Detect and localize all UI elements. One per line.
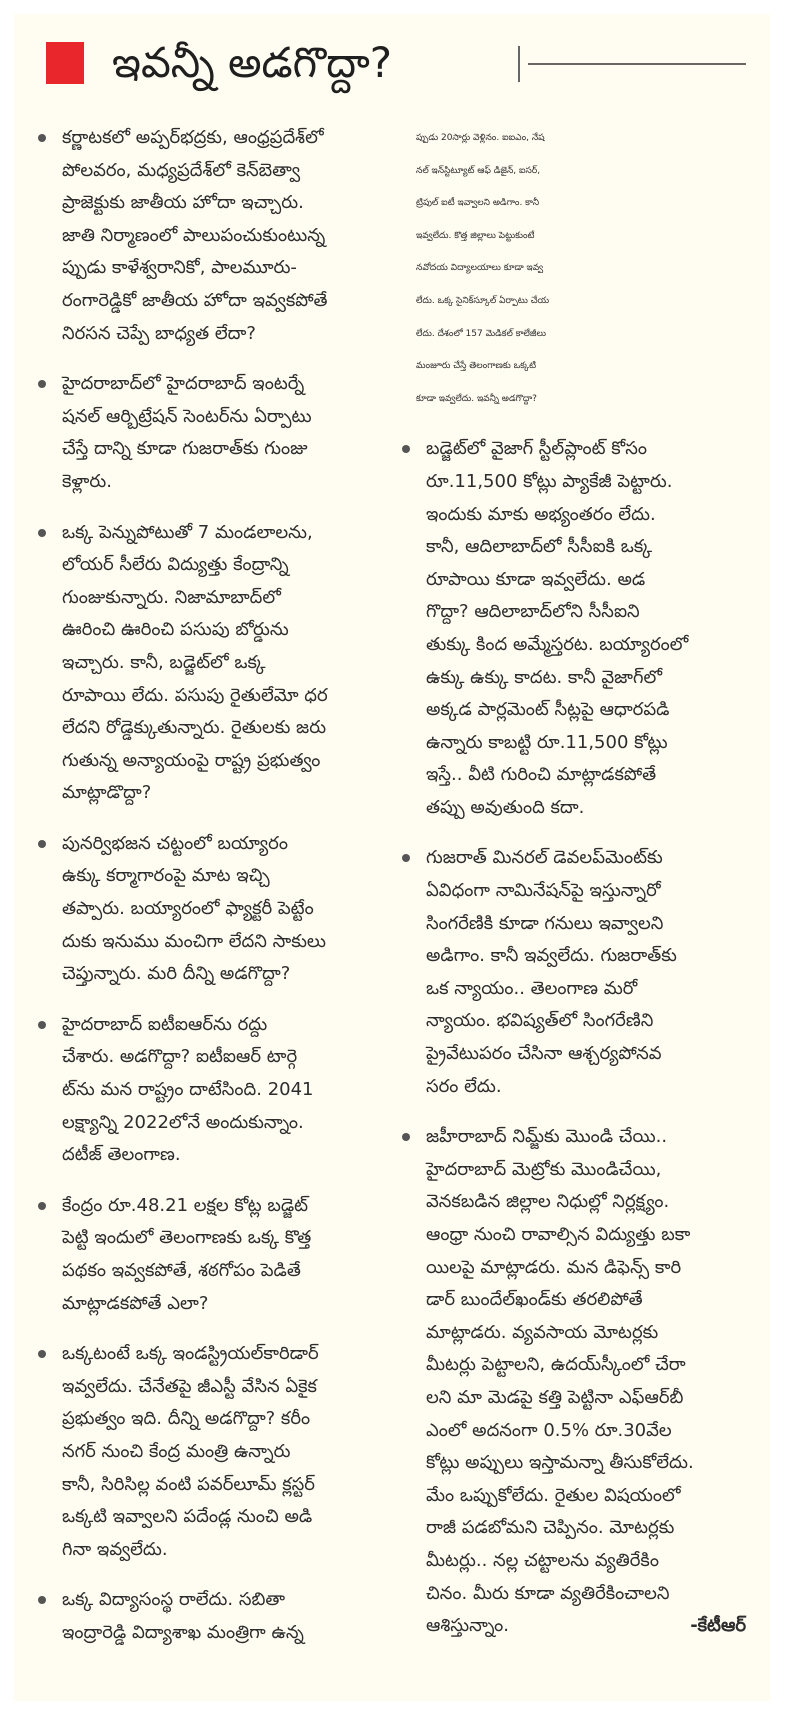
text-line: ఊరించి ఊరించి పసుపు బోర్డును xyxy=(62,619,289,641)
text-line: హైదరాబాద్‌లో హైదరాబాద్ ఇంటర్నే xyxy=(62,373,305,395)
text-line: కెళ్లారు. xyxy=(62,470,112,492)
text-line: రాజీ పడబోమని చెప్పినం. మోటర్లకు xyxy=(426,1517,675,1539)
text-line: ఏవిధంగా నామినేషన్‌పై ఇస్తున్నారో xyxy=(426,880,661,902)
bullet-paragraph xyxy=(34,122,386,350)
text-line: యిలపై మాట్లాడరు. మన డిఫెన్స్ కారి xyxy=(426,1256,682,1278)
text-line: షనల్ ఆర్బిట్రేషన్ సెంటర్‌ను ఏర్పాటు xyxy=(62,405,312,427)
text-line: నిరసన చెప్పే బాధ్యత లేదా? xyxy=(62,322,256,344)
bullet-icon xyxy=(38,1350,46,1358)
text-line: చేశారు. అడగొద్దా? ఐటీఐఆర్ టార్గె xyxy=(62,1046,298,1068)
bullet-icon xyxy=(38,134,46,142)
text-line: గినా ఇవ్వలేదు. xyxy=(62,1538,168,1560)
text-line: రూ.11,500 కోట్లు ప్యాకేజీ పెట్టారు. xyxy=(426,470,673,492)
text-line: పథకం ఇవ్వకపోతే, శఠగోపం పెడితే xyxy=(62,1260,301,1281)
text-line: సింగరేణికి కూడా గనులు ఇవ్వాలని xyxy=(426,912,664,934)
bullet-icon xyxy=(38,1202,46,1210)
text-line: గొద్దా? ఆదిలాబాద్‌లోని సీసీఐని xyxy=(426,601,640,623)
text-line: మీటర్లు పెట్టాలని, ఉదయ్‌స్కీంలో చేరా xyxy=(426,1354,686,1376)
bullet-icon xyxy=(402,445,410,453)
text-line: అడిగాం. కానీ ఇవ్వలేదు. గుజరాత్‌కు xyxy=(426,945,677,967)
text-line: హైదరాబాద్ మెట్రోకు మొండిచేయి, xyxy=(426,1158,662,1180)
left-column xyxy=(34,122,386,1668)
title-rule xyxy=(528,63,746,65)
text-line: రూపాయి కూడా ఇవ్వలేదు. అడ xyxy=(426,568,646,590)
text-line: గుంజుకున్నారు. నిజామాబాద్‌లో xyxy=(62,586,281,608)
text-line: ఉక్కు ఉక్కు కాదట. కానీ వైజాగ్‌లో xyxy=(426,666,662,688)
text-line: దటీజ్ తెలంగాణ. xyxy=(62,1144,181,1166)
text-line: ట్రిపుల్ ఐటీ ఇవ్వాలని అడిగాం. కానీ xyxy=(416,198,540,209)
text-line: చినం. మీరు కూడా వ్యతిరేకించాలని xyxy=(426,1582,670,1604)
bullet-icon xyxy=(38,1596,46,1604)
text-line: మీటర్లు.. నల్ల చట్టాలను వ్యతిరేకిం xyxy=(426,1549,659,1571)
text-line: హైదరాబాద్ ఐటీఐఆర్‌ను రద్దు xyxy=(62,1013,268,1035)
bullet-icon xyxy=(38,840,46,848)
bullet-paragraph xyxy=(34,1338,386,1566)
text-line: అక్కడ పార్లమెంట్ సీట్లపై ఆధారపడి xyxy=(426,699,670,721)
text-line: ఉన్నారు కాబట్టి రూ.11,500 కోట్లు xyxy=(426,731,668,753)
text-line: రంగారెడ్డికో జాతీయ హోదా ఇవ్వకపోతే xyxy=(62,289,328,311)
text-line: ప్పుడు 20సార్లు వెళ్లినం. ఐఐఎం, నేష xyxy=(416,133,545,143)
text-line: కేంద్రం రూ.48.21 లక్షల కోట్ల బడ్జెట్ xyxy=(62,1194,309,1216)
text-line: జాతి నిర్మాణంలో పాలుపంచుకుంటున్న xyxy=(62,224,326,246)
text-line: వెనకబడిన జిల్లాల నిధుల్లో నిర్లక్ష్యం. xyxy=(426,1191,670,1213)
text-line: తుక్కు కింద అమ్మేస్తరట. బయ్యారంలో xyxy=(426,633,689,655)
bullet-icon xyxy=(38,529,46,537)
text-line: ప్పుడు కాళేశ్వరానికో, పాలమూరు- xyxy=(62,257,297,279)
text-line: పెట్టి ఇందులో తెలంగాణకు ఒక్క కొత్త xyxy=(62,1227,312,1249)
text-line: న్యాయం. భవిష్యత్‌లో సింగరేణిని xyxy=(426,1010,654,1032)
bullet-icon xyxy=(38,380,46,388)
bullet-paragraph xyxy=(34,368,386,498)
text-line: ఆంధ్రా నుంచి రావాల్సిన విద్యుత్తు బకా xyxy=(426,1224,691,1245)
text-line: మాట్లాడకపోతే ఎలా? xyxy=(62,1292,209,1314)
red-marker-box xyxy=(46,42,84,84)
text-line: ఒక్కటంటే ఒక్క ఇండస్ట్రియల్‌కారిడార్ xyxy=(62,1343,319,1365)
text-line: చేస్తే దాన్ని కూడా గుజరాత్‌కు గుంజు xyxy=(62,438,308,460)
text-line: నవోదయ విద్యాలయాలు కూడా ఇవ్వ xyxy=(416,263,544,274)
text-line: ప్రభుత్వం ఇది. దీన్ని అడగొద్దా? కరీం xyxy=(62,1408,311,1430)
text-line: లేదు. దేశంలో 157 మెడికల్ కాలేజీలు xyxy=(416,328,546,339)
text-line: ట్‌ను మన రాష్ట్రం దాటేసింది. 2041 xyxy=(62,1079,314,1101)
text-line: పోలవరం, మధ్యప్రదేశ్‌లో కెన్‌బెత్వా xyxy=(62,159,301,181)
text-line: ఇంద్రారెడ్డి విద్యాశాఖ మంత్రిగా ఉన్న xyxy=(62,1621,304,1643)
text-line: జహీరాబాద్ నిమ్జ్‌కు మొండి చేయి.. xyxy=(426,1126,668,1148)
text-line: ఇవ్వలేదు. చేనేతపై జీఎస్టీ వేసిన ఏకైక xyxy=(62,1375,317,1397)
title-divider xyxy=(518,46,520,82)
text-line: బడ్జెట్‌లో వైజాగ్ స్టీల్‌ప్లాంట్ కోసం xyxy=(426,438,647,460)
text-line: చెప్తున్నారు. మరి దీన్ని అడగొద్దా? xyxy=(62,963,291,985)
text-line: లోయర్ సీలేరు విద్యుత్తు కేంద్రాన్ని xyxy=(62,554,289,576)
bullet-paragraph xyxy=(34,1584,386,1649)
bullet-icon xyxy=(402,854,410,862)
text-line: లని మా మెడపై కత్తి పెట్టినా ఎఫ్‌ఆర్‌బీ xyxy=(426,1386,684,1408)
text-line: ఉక్కు కర్మాగారంపై మాట ఇచ్చి xyxy=(62,865,270,887)
text-line: కోట్లు అప్పులు ఇస్తామన్నా తీసుకోలేదు. xyxy=(426,1452,694,1474)
text-line: మాట్లాడొద్దా? xyxy=(62,782,152,804)
newspaper-clipping xyxy=(14,14,770,1701)
article-header xyxy=(34,34,750,96)
bullet-paragraph xyxy=(398,1121,746,1643)
text-line: ఒక న్యాయం.. తెలంగాణ మరో xyxy=(426,977,638,999)
bullet-paragraph xyxy=(34,828,386,991)
text-line: ఆశిస్తున్నాం. -కేటీఆర్ xyxy=(426,1610,746,1643)
bullet-icon xyxy=(402,1133,410,1141)
text-line: మేం ఒప్పుకోలేదు. రైతుల విషయంలో xyxy=(426,1484,681,1506)
text-line: డార్ బుందేల్‌ఖండ్‌కు తరలిపోతే xyxy=(426,1289,643,1311)
continued-paragraph xyxy=(398,122,746,415)
text-line: ప్రైవేటుపరం చేసినా ఆశ్చర్యపోనవ xyxy=(426,1043,662,1065)
text-line: ఇస్తే.. వీటి గురించి మాట్లాడకపోతే xyxy=(426,764,657,786)
text-line: కర్ణాటకలో అప్పర్‌భద్రకు, ఆంధ్రప్రదేశ్‌లో xyxy=(62,127,324,148)
bullet-paragraph xyxy=(34,1009,386,1172)
text-line: పునర్విభజన చట్టంలో బయ్యారం xyxy=(62,832,288,854)
text-line: ఇవ్వలేదు. కొత్త జిల్లాలు పెట్టుకుంటే xyxy=(416,230,535,241)
text-line: దుకు ఇనుము మంచిగా లేదని సాకులు xyxy=(62,930,326,952)
bullet-icon xyxy=(38,1021,46,1029)
bullet-paragraph xyxy=(34,1190,386,1320)
text-line: లేదు. ఒక్క సైనిక్‌స్కూల్ ఏర్పాటు చేయ xyxy=(416,295,550,306)
text-line: నగర్ నుంచి కేంద్ర మంత్రి ఉన్నారు xyxy=(62,1440,291,1462)
article-title: ఇవన్నీ అడగొద్దా? xyxy=(112,38,393,87)
text-line: ఇందుకు మాకు అభ్యంతరం లేదు. xyxy=(426,503,656,525)
text-line: ప్రాజెక్టుకు జాతీయ హోదా ఇచ్చారు. xyxy=(62,192,304,214)
text-line: మంజూరు చేస్తే తెలంగాణకు ఒక్కటి xyxy=(416,361,537,372)
bullet-paragraph xyxy=(34,517,386,810)
text-line: గుజరాత్ మినరల్ డెవలప్‌మెంట్‌కు xyxy=(426,847,663,869)
text-line: మాట్లాడరు. వ్యవసాయ మోటర్లకు xyxy=(426,1321,659,1343)
text-line: ఒక్క విద్యాసంస్థ రాలేదు. సబితా xyxy=(62,1589,286,1611)
text-line: ఒక్కటి ఇవ్వాలని పదేండ్ల నుంచి అడి xyxy=(62,1506,313,1528)
right-column xyxy=(398,122,746,1661)
text-line: కూడా ఇవ్వలేదు. ఇవన్నీ అడగొద్దా? xyxy=(416,393,537,404)
text-line: లక్ష్యాన్ని 2022లోనే అందుకున్నాం. xyxy=(62,1111,304,1133)
text-line: ఒక్క పెన్నుపోటుతో 7 మండలాలను, xyxy=(62,521,313,543)
text-line: తప్పారు. బయ్యారంలో ఫ్యాక్టరీ పెట్టేం xyxy=(62,898,314,920)
author-signature: -కేటీఆర్ xyxy=(690,1615,746,1637)
text-line: గుతున్న అన్యాయంపై రాష్ట్ర ప్రభుత్వం xyxy=(62,749,321,771)
text-line: నల్ ఇన్‌స్టిట్యూట్ ఆఫ్ డిజైన్, ఐసర్, xyxy=(416,165,541,176)
bullet-paragraph xyxy=(398,433,746,824)
text-line: కానీ, సిరిసిల్ల వంటి పవర్‌లూమ్ క్లస్టర్ xyxy=(62,1473,315,1495)
text-line: తప్పు అవుతుంది కదా. xyxy=(426,796,585,818)
bullet-paragraph xyxy=(398,842,746,1103)
text-line: ఎంలో అదనంగా 0.5% రూ.30వేల xyxy=(426,1419,672,1441)
text-line: లేదని రోడ్డెక్కుతున్నారు. రైతులకు జరు xyxy=(62,717,327,739)
text-line: సరం లేదు. xyxy=(426,1075,502,1097)
text-line: ఇచ్చారు. కానీ, బడ్జెట్‌లో ఒక్క xyxy=(62,651,266,673)
text-line: కానీ, ఆదిలాబాద్‌లో సీసీఐకి ఒక్క xyxy=(426,536,653,558)
text-line: రూపాయి లేదు. పసుపు రైతులేమో ధర xyxy=(62,684,328,706)
